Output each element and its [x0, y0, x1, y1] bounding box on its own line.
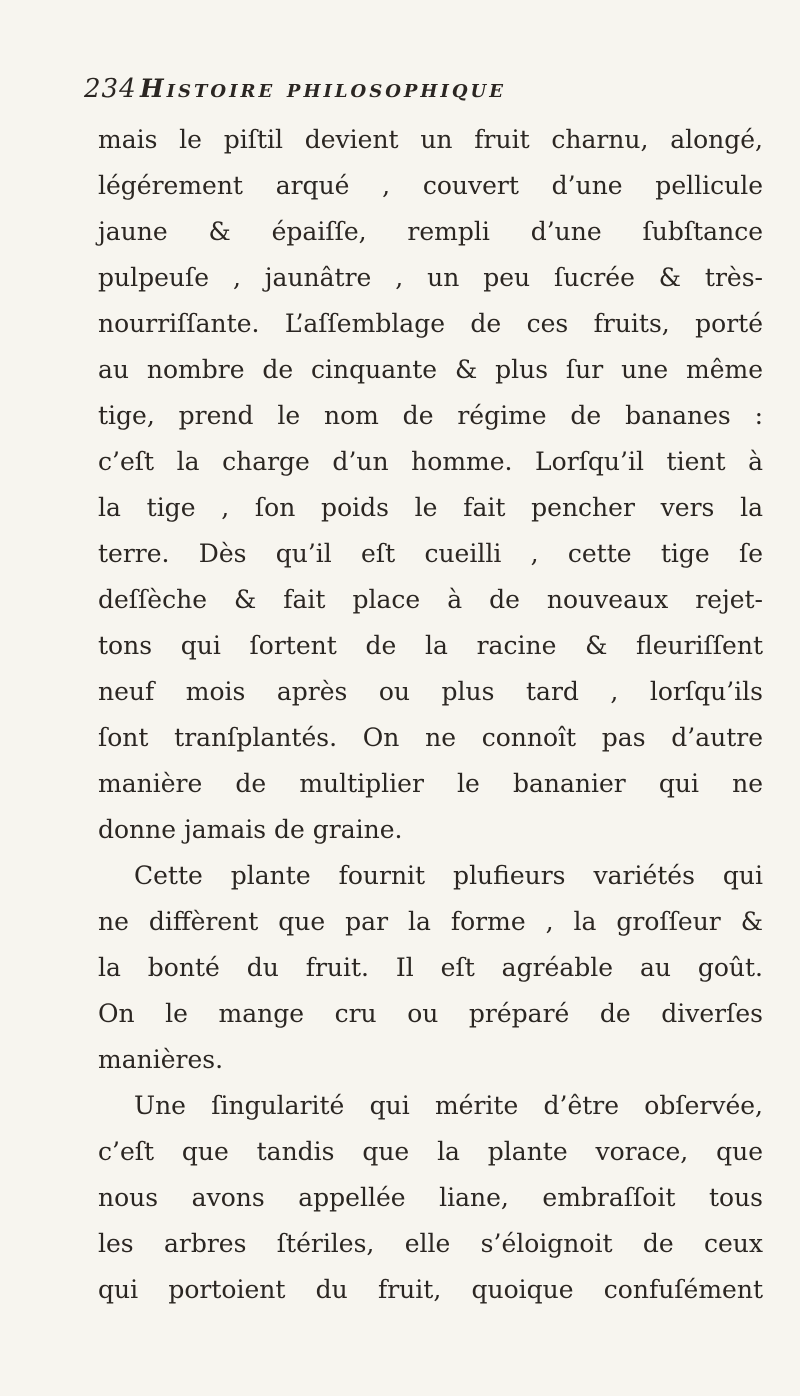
text-line: légérement arqué , couvert d’une pellicule	[98, 171, 763, 200]
text-line: la bonté du fruit. Il eſt agréable au goût.	[98, 953, 763, 982]
text-line: mais le piſtil devient un fruit charnu, alongé,	[98, 125, 763, 154]
text-line: tons qui ſortent de la racine & fleuriſſent	[98, 631, 763, 660]
text-line: les arbres ſtériles, elle s’éloignoit de ceux	[98, 1229, 763, 1258]
text-line: nourriſſante. L’aſſemblage de ces fruits, porté	[98, 309, 763, 338]
text-line: ne diffèrent que par la forme , la groſſeur &	[98, 907, 763, 936]
text-line: Cette plante fournit plufieurs variétés qui	[134, 861, 763, 890]
page-header	[84, 74, 764, 114]
text-line: terre. Dès qu’il eſt cueilli , cette tige ſe	[98, 539, 763, 568]
text-line: c’eſt que tandis que la plante vorace, que	[98, 1137, 763, 1166]
text-line: Une ſingularité qui mérite d’être obſervée,	[134, 1091, 763, 1120]
text-line: qui portoient du fruit, quoique confuſément	[98, 1275, 763, 1304]
text-line: la tige , ſon poids le fait pencher vers la	[98, 493, 763, 522]
text-line: On le mange cru ou préparé de diverſes	[98, 999, 763, 1028]
text-line: jaune & épaiſſe, rempli d’une ſubſtance	[98, 217, 763, 246]
text-line: c’eſt la charge d’un homme. Lorſqu’il tient à	[98, 447, 763, 476]
text-line: pulpeuſe , jaunâtre , un peu ſucrée & très-	[98, 263, 763, 292]
text-line: ſont tranſplantés. On ne connoît pas d’autre	[98, 723, 763, 752]
text-line: tige, prend le nom de régime de bananes :	[98, 401, 763, 430]
text-line: neuf mois après ou plus tard , lorſqu’ils	[98, 677, 763, 706]
running-title: Histoire philosophique	[140, 74, 506, 103]
text-line: deſſèche & fait place à de nouveaux rejet-	[98, 585, 763, 614]
text-line: au nombre de cinquante & plus ſur une même	[98, 355, 763, 384]
text-line: nous avons appellée liane, embraſſoit tous	[98, 1183, 763, 1212]
text-line: donne jamais de graine.	[98, 815, 403, 844]
page-number: 234	[84, 74, 137, 104]
text-line: manière de multiplier le bananier qui ne	[98, 769, 763, 798]
text-line: manières.	[98, 1045, 224, 1074]
